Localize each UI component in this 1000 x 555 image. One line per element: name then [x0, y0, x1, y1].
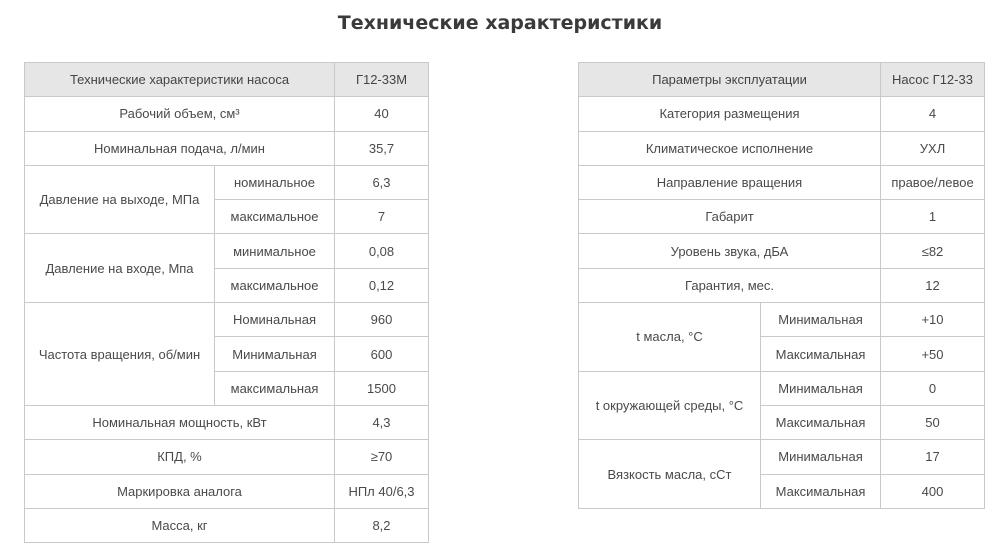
cell-value: НПл 40/6,3: [335, 474, 429, 508]
cell-value: 4,3: [335, 405, 429, 439]
table-header-row: [25, 63, 429, 97]
cell-value: 1500: [335, 371, 429, 405]
sub-label: максимальное: [215, 200, 335, 234]
cell-value: 0,12: [335, 268, 429, 302]
cell-value: 4: [881, 97, 985, 131]
param-label: Габарит: [579, 200, 881, 234]
cell-value: 50: [881, 405, 985, 439]
group-label: Вязкость масла, сСт: [579, 440, 761, 509]
header-param: Технические характеристики насоса: [25, 63, 335, 97]
param-label: Маркировка аналога: [25, 474, 335, 508]
cell-value: 0,08: [335, 234, 429, 268]
sub-label: Номинальная: [215, 303, 335, 337]
param-label: КПД, %: [25, 440, 335, 474]
cell-value: 6,3: [335, 165, 429, 199]
param-label: Направление вращения: [579, 165, 881, 199]
header-value: Насос Г12-33: [881, 63, 985, 97]
sub-label: Минимальная: [761, 303, 881, 337]
header-value: Г12-33М: [335, 63, 429, 97]
sub-label: минимальное: [215, 234, 335, 268]
param-label: Климатическое исполнение: [579, 131, 881, 165]
cell-value: 7: [335, 200, 429, 234]
param-label: Номинальная мощность, кВт: [25, 405, 335, 439]
sub-label: номинальное: [215, 165, 335, 199]
sub-label: Максимальная: [761, 474, 881, 508]
param-label: Гарантия, мес.: [579, 268, 881, 302]
operation-params-body: [579, 97, 985, 509]
cell-value: 1: [881, 200, 985, 234]
cell-value: 600: [335, 337, 429, 371]
pump-specs-body: [25, 97, 429, 543]
cell-value: УХЛ: [881, 131, 985, 165]
cell-value: ≤82: [881, 234, 985, 268]
param-label: Масса, кг: [25, 508, 335, 542]
group-label: Частота вращения, об/мин: [25, 303, 215, 406]
cell-value: 35,7: [335, 131, 429, 165]
table-row: [579, 303, 985, 337]
cell-value: 12: [881, 268, 985, 302]
sub-label: Минимальная: [761, 440, 881, 474]
sub-label: максимальное: [215, 268, 335, 302]
header-param: Параметры эксплуатации: [579, 63, 881, 97]
group-label: Давление на выходе, МПа: [25, 165, 215, 234]
cell-value: 40: [335, 97, 429, 131]
table-row: [25, 303, 429, 337]
cell-value: +50: [881, 337, 985, 371]
sub-label: максимальная: [215, 371, 335, 405]
param-label: Уровень звука, дБА: [579, 234, 881, 268]
table-row: [25, 405, 429, 439]
cell-value: 8,2: [335, 508, 429, 542]
sub-label: Максимальная: [761, 337, 881, 371]
sub-label: Максимальная: [761, 405, 881, 439]
table-row: [579, 200, 985, 234]
param-label: Номинальная подача, л/мин: [25, 131, 335, 165]
cell-value: правое/левое: [881, 165, 985, 199]
operation-params-table: [578, 62, 985, 509]
table-row: [579, 234, 985, 268]
table-row: [579, 131, 985, 165]
cell-value: 960: [335, 303, 429, 337]
group-label: t окружающей среды, °С: [579, 371, 761, 440]
table-row: [25, 165, 429, 199]
param-label: Категория размещения: [579, 97, 881, 131]
page-title: Технические характеристики: [337, 12, 663, 34]
sub-label: Минимальная: [761, 371, 881, 405]
table-row: [579, 97, 985, 131]
table-header-row: [579, 63, 985, 97]
table-row: [25, 97, 429, 131]
cell-value: +10: [881, 303, 985, 337]
group-label: Давление на входе, Мпа: [25, 234, 215, 303]
table-row: [25, 474, 429, 508]
table-row: [25, 508, 429, 542]
table-row: [25, 440, 429, 474]
cell-value: 400: [881, 474, 985, 508]
table-row: [579, 440, 985, 474]
group-label: t масла, °С: [579, 303, 761, 372]
param-label: Рабочий объем, см³: [25, 97, 335, 131]
table-row: [579, 165, 985, 199]
table-row: [25, 234, 429, 268]
cell-value: 0: [881, 371, 985, 405]
table-row: [579, 268, 985, 302]
cell-value: 17: [881, 440, 985, 474]
sub-label: Минимальная: [215, 337, 335, 371]
table-row: [25, 131, 429, 165]
pump-specs-table: [24, 62, 429, 543]
cell-value: ≥70: [335, 440, 429, 474]
table-row: [579, 371, 985, 405]
